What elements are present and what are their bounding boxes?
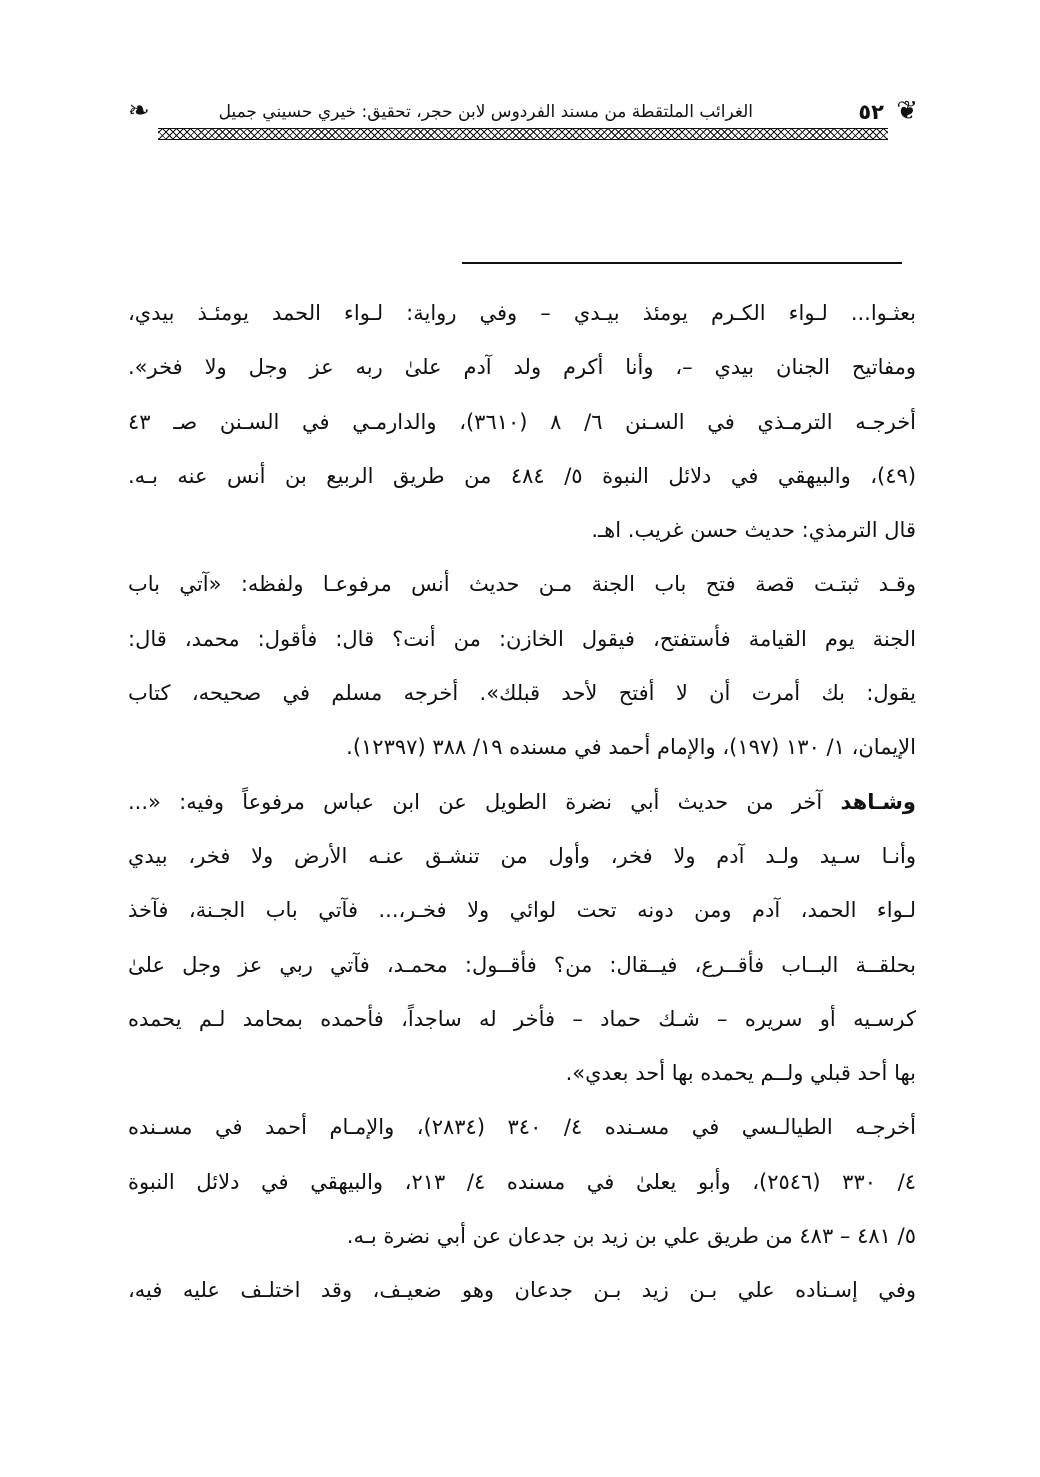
text-line: كرسـيه أو سريره – شـك حماد – فأخر له ساجداً، فأحمده بمحامد لـم يحمده: [128, 1006, 916, 1031]
text-line: يقول: بك أمرت أن لا أفتح لأحد قبلك». أخرجه مسلم في صحيحه، كتاب: [128, 681, 916, 706]
bold-term: وشـاهد: [840, 789, 916, 814]
running-title: الغرائب الملتقطة من مسند الفردوس لابن حجر، تحقيق: خيري حسيني جميل: [218, 102, 753, 122]
footnote-text: [128, 286, 916, 1318]
text-line: أخرجـه الترمـذي في السـنن ٦/ ٨ (٣٦١٠)، والدارمـي في السـنن صـ ٤٣: [128, 409, 916, 434]
text-line-rest: آخر من حديث أبي نضرة الطويل عن ابن عباس مرفوعاً وفيه: «...: [128, 789, 823, 814]
text-line: قال الترمذي: حديث حسن غريب. اهـ.: [591, 518, 916, 543]
page-number: ٥٢: [858, 100, 884, 124]
text-line: (٤٩)، والبيهقي في دلائل النبوة ٥/ ٤٨٤ من طريق الربيع بن أنس عنه بـه.: [128, 463, 916, 488]
ornament-right-icon: ❦: [896, 96, 918, 126]
text-line: لـواء الحمد، آدم ومن دونه تحت لوائي ولا فخـر،... فآتي باب الجـنة، فآخذ: [128, 898, 916, 923]
text-line: بحلقــة البــاب فأقــرع، فيــقال: من؟ فأقــول: محمـد، فآتي ربي عز وجل علىٰ: [128, 952, 916, 977]
text-line: وأنـا سـيد ولـد آدم ولا فخر، وأول من تنشـق عنـه الأرض ولا فخر، بيدي: [128, 843, 916, 868]
text-line: وفي إسـناده علي بـن زيد بـن جدعان وهو ضعيـف، وقد اختلـف عليه فيه،: [128, 1278, 916, 1303]
text-line: وقـد ثبتـت قصة فتح باب الجنة مـن حديث أنس مرفوعـا ولفظه: «آتي باب: [128, 572, 916, 597]
text-line: الجنة يوم القيامة فأستفتح، فيقول الخازن: من أنت؟ قال: فأقول: محمد، قال:: [128, 626, 916, 651]
text-line: الإيمان، ١/ ١٣٠ (١٩٧)، والإمام أحمد في مسنده ١٩/ ٣٨٨ (١٢٣٩٧).: [346, 735, 916, 760]
footnote-separator: [462, 262, 902, 264]
ornament-left-icon: ❧: [128, 96, 150, 126]
text-line: بعثـوا... لـواء الكـرم يومئذ بيـدي – وفي رواية: لـواء الحمد يومئـذ بيدي،: [128, 301, 916, 325]
text-line: ٥/ ٤٨١ – ٤٨٣ من طريق علي بن زيد بن جدعان عن أبي نضرة بـه.: [346, 1224, 916, 1249]
text-line: ٤/ ٣٣٠ (٢٥٤٦)، وأبو يعلىٰ في مسنده ٤/ ٢١٣، والبيهقي في دلائل النبوة: [128, 1169, 916, 1194]
text-line: [128, 775, 916, 829]
decorative-border: [158, 128, 888, 140]
text-line: ومفاتيح الجنان بيدي –، وأنا أكرم ولد آدم علىٰ ربه عز وجل ولا فخر».: [128, 355, 916, 380]
text-line: أخرجـه الطيالـسي في مسـنده ٤/ ٣٤٠ (٢٨٣٤)، والإمـام أحمد في مسـنده: [128, 1115, 916, 1140]
text-line: بها أحد قبلي ولــم يحمده بها أحد بعدي».: [565, 1061, 916, 1086]
page-header: [128, 96, 918, 146]
